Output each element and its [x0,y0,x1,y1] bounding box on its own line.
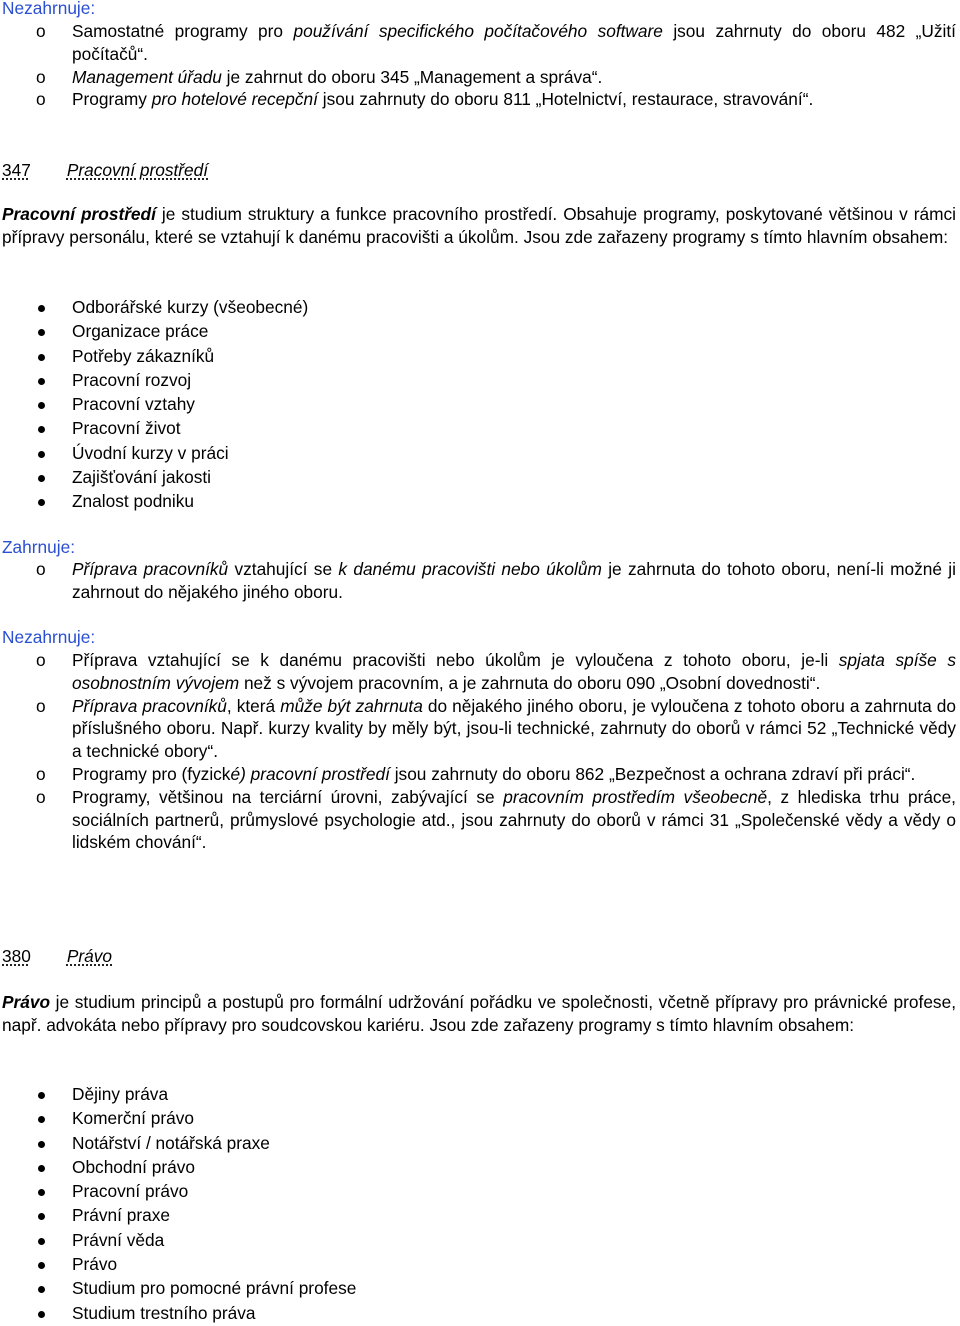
topic-label: Studium pro pomocné právní profese [72,1278,357,1299]
topic-item [0,442,956,466]
topic-item [0,1204,956,1228]
topic-label: Potřeby zákazníků [72,345,215,366]
italic-phrase: Příprava pracovníků [72,559,229,579]
italic-phrase: používání specifického počítačového software [293,21,663,41]
emphasis-term: Právo [2,992,51,1012]
bullet-icon [38,1262,45,1269]
topic-label: Pracovní rozvoj [72,369,192,390]
topic-label: Dějiny práva [72,1084,169,1104]
topic-label: Pracovní vztahy [72,394,195,415]
italic-phrase: Příprava pracovníků [72,695,227,716]
topic-item [0,369,956,393]
list-item: o Příprava vztahující se k danému pracovišti nebo úkolům je vyloučena z tohoto oboru, je-li spjata spíše s osobnostním vývojem než s vývojem pracovním, a je zahrnuta do oboru 090 „Osobní dovednosti“. [0,649,956,695]
excludes-label-top: Nezahrnuje: [2,0,96,18]
topic-item [0,1277,956,1301]
bullet-icon [38,1141,45,1148]
bullet-icon [38,1116,45,1123]
topic-label: Právní věda [72,1229,165,1250]
topic-item [0,1180,956,1204]
excludes-list [0,649,956,854]
bullet-icon [38,329,45,336]
topic-label: Znalost podniku [72,491,195,512]
topic-item [0,1083,956,1107]
topic-label: Odborářské kurzy (všeobecné) [72,297,309,317]
bullet-icon [38,1286,45,1293]
section-380-topics [0,1083,956,1326]
topic-item [0,466,956,490]
topic-item [0,320,956,344]
topic-item [0,393,956,417]
italic-phrase: k danému pracovišti nebo úkolům [338,559,602,579]
bullet-icon [38,426,45,433]
topic-label: Studium trestního práva [72,1302,256,1323]
bullet-icon [38,1311,45,1318]
topic-item [0,345,956,369]
excludes-label: Nezahrnuje: [2,627,96,647]
topic-item [0,1302,956,1326]
bullet-icon [38,378,45,385]
list-item: o Příprava pracovníků vztahující se k danému pracovišti nebo úkolům je zahrnuta do tohoto oboru, není-li možné ji zahrnout do nějakého jiného oboru. [0,558,956,604]
list-item: o Programy pro hotelové recepční jsou zahrnuty do oboru 811 „Hotelnictví, restaurace, stravování“. [0,88,956,111]
bullet-icon [38,402,45,409]
bullet-icon [38,451,45,458]
italic-phrase: Management úřadu [72,66,222,87]
section-347-intro: Pracovní prostředí je studium struktury a funkce pracovního prostředí. Obsahuje programy, poskytované většinou v rámci přípravy personálu, které se vztahují k danému pracovišti a úkolům. Jsou zde zařazeny programy s tímto hlavním obsahem: [2,204,956,247]
bullet-icon [38,305,45,312]
list-item: o Programy pro (fyzické) pracovní prostředí jsou zahrnuty do oboru 862 „Bezpečnost a ochrana zdraví při práci“. [0,763,956,786]
section-380-title: Právo [66,946,112,966]
emphasis-term: Pracovní prostředí [2,204,156,224]
bullet-icon [38,499,45,506]
section-347-topics [0,296,956,515]
list-item: o Management úřadu je zahrnut do oboru 345 „Management a správa“. [0,66,956,89]
bullet-icon [38,1238,45,1245]
topic-label: Zajišťování jakosti [72,467,212,488]
italic-phrase: pro hotelové recepční [151,89,318,110]
topic-item [0,1229,956,1253]
bullet-icon [38,475,45,482]
bullet-icon [38,1213,45,1220]
includes-label: Zahrnuje: [2,537,76,557]
topic-label: Právo [72,1254,118,1275]
bullet-icon [38,1092,45,1099]
topic-item [0,1132,956,1156]
italic-phrase: pracovním prostředím všeobecně [503,786,768,807]
section-347-title: Pracovní prostředí [66,160,209,180]
bullet-icon [38,354,45,361]
italic-phrase: spjata spíše s osobnostním vývojem [72,650,956,693]
bullet-icon [38,1165,45,1172]
list-item: o Samostatné programy pro používání specifického počítačového software jsou zahrnuty do oboru 482 „Užití počítačů“. [0,20,956,66]
topic-item [0,1156,956,1180]
section-380-heading [2,945,112,968]
section-347-number: 347 [2,160,31,180]
includes-list [0,558,956,604]
topic-label: Právní praxe [72,1205,170,1226]
excludes-list-top [0,20,956,111]
topic-label: Obchodní právo [72,1156,195,1177]
topic-item [0,296,956,320]
section-347-heading [2,159,208,182]
bullet-icon [38,1189,45,1196]
topic-label: Úvodní kurzy v práci [72,442,229,463]
topic-item [0,1253,956,1277]
topic-item [0,490,956,514]
topic-label: Pracovní život [72,418,181,439]
section-380-number: 380 [2,946,31,966]
topic-label: Komerční právo [72,1108,194,1129]
list-item: o Programy, většinou na terciární úrovni, zabývající se pracovním prostředím všeobecně, z hlediska trhu práce, sociálních partnerů, průmyslové psychologie atd., jsou zahrnuty do oborů v rámci 31 „Společenské vědy a vědy o lidském chování“. [0,786,956,854]
italic-phrase: může být zahrnuta [280,695,423,716]
topic-label: Notářství / notářská praxe [72,1132,270,1153]
topic-item [0,417,956,441]
topic-label: Pracovní právo [72,1181,189,1202]
list-item: o Příprava pracovníků, která může být zahrnuta do nějakého jiného oboru, je vyloučena z tohoto oboru a zahrnuta do příslušného oboru. Např. kurzy kvality by měly být, jsou-li technické, zahrnuty do oborů v rámci 52 „Technické vědy a technické obory“. [0,695,956,763]
section-380-intro: Právo je studium principů a postupů pro formální udržování pořádku ve společnosti, včetně přípravy pro právnické profese, např. advokáta nebo přípravy pro soudcovskou kariéru. Jsou zde zařazeny programy s tímto hlavním obsahem: [2,992,956,1035]
topic-label: Organizace práce [72,321,209,342]
topic-item [0,1107,956,1131]
italic-phrase: é) pracovní prostředí [230,763,390,784]
